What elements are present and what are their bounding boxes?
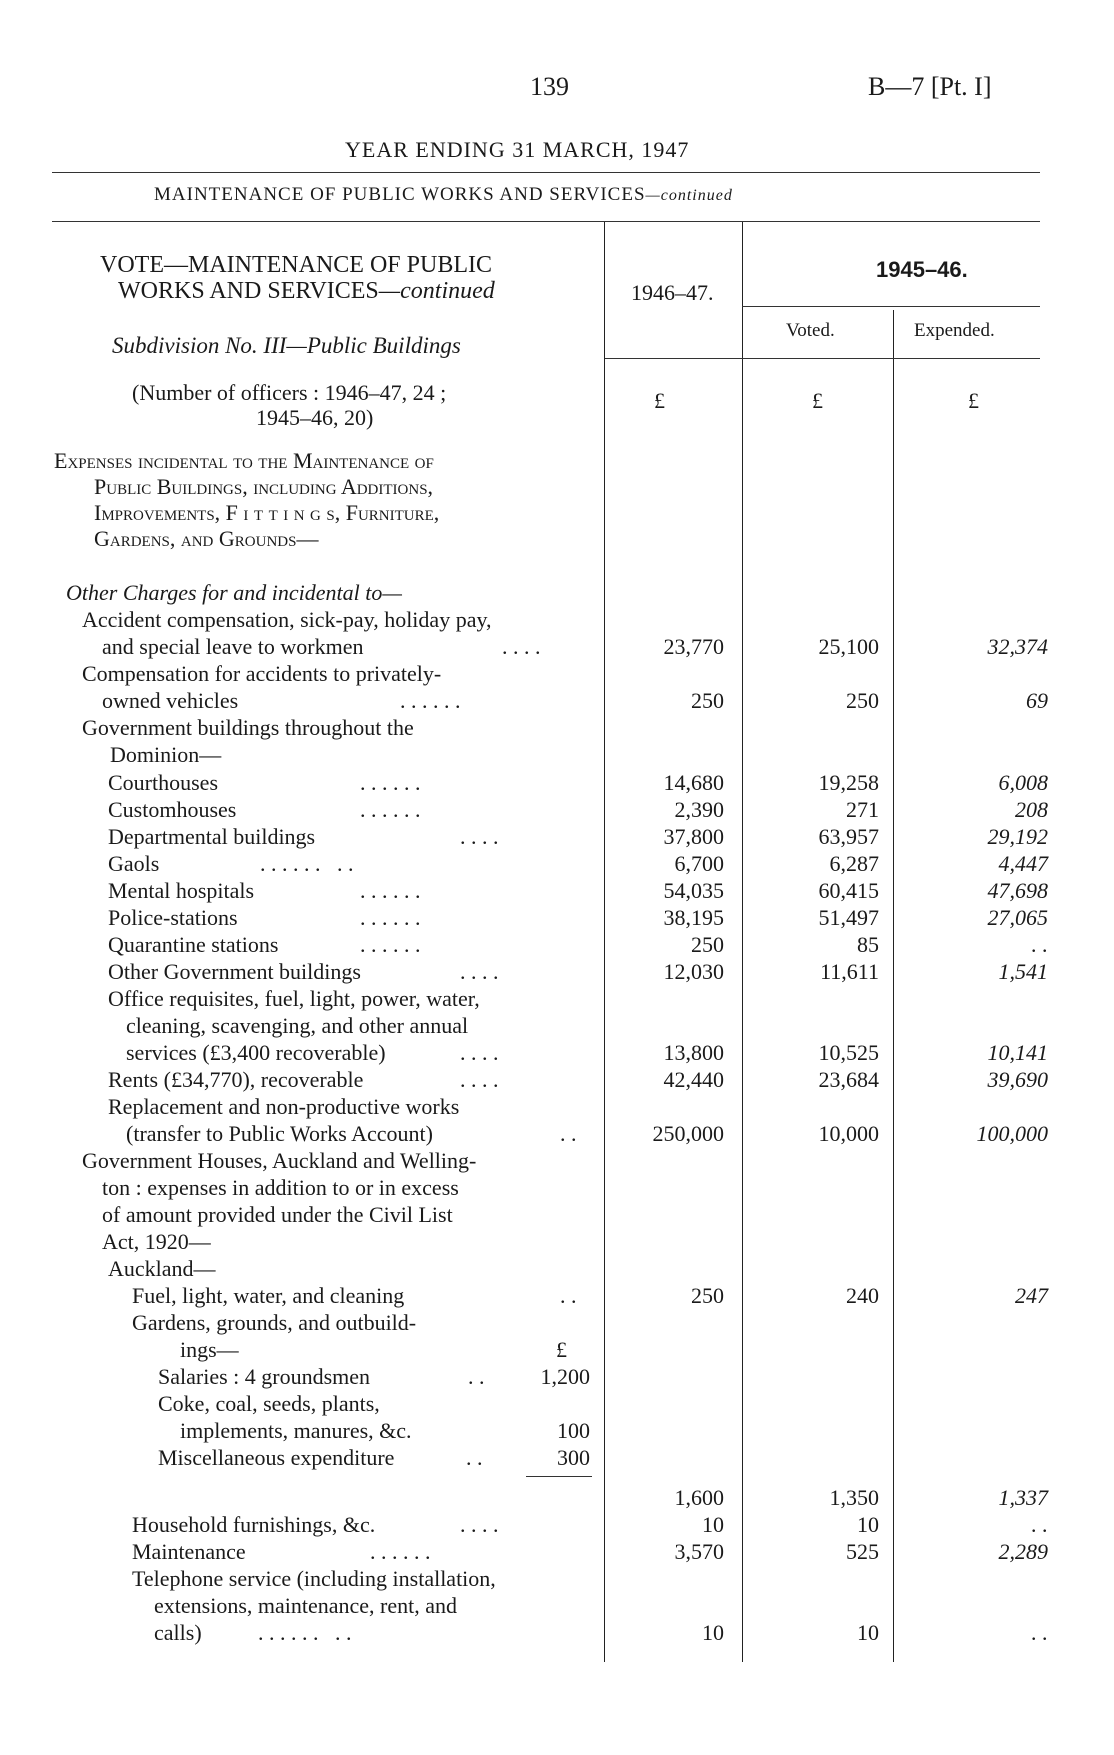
row-replacement-line1: Replacement and non-productive works [108,1094,460,1119]
value-expended: 2,289 [998,1539,1048,1564]
page-number: 139 [530,72,569,101]
row-gardens-line1: Gardens, grounds, and outbuild- [132,1310,417,1335]
value-voted: 271 [846,797,879,822]
row-coke-line1: Coke, coal, seeds, plants, [158,1391,380,1416]
expenses-heading-line4: Gardens, and Grounds— [94,526,319,551]
value-voted: 525 [846,1539,879,1564]
section-heading: MAINTENANCE OF PUBLIC WORKS AND SERVICES—continued [154,184,733,205]
row-departmental-buildings: Departmental buildings [108,824,316,849]
sub-currency: £ [556,1337,567,1362]
currency-expended: £ [968,388,979,413]
row-courthouses: Courthouses [108,770,218,795]
value-1946: 3,570 [674,1539,724,1564]
value-1946: 42,440 [663,1067,724,1092]
value-voted: 1,350 [829,1485,879,1510]
value-1946: 6,700 [674,851,724,876]
value-expended: 39,690 [987,1067,1048,1092]
value-voted: 6,287 [829,851,879,876]
column-header-rule [605,358,1040,359]
row-other-government-buildings: Other Government buildings [108,959,361,984]
value-1946: 54,035 [663,878,724,903]
value-1946: 250 [691,1283,724,1308]
currency-1946: £ [654,388,665,413]
row-government-buildings-line1: Government buildings throughout the [82,715,414,740]
row-salaries: Salaries : 4 groundsmen [158,1364,371,1389]
value-expended: . . [1031,1620,1048,1645]
value-voted: 63,957 [818,824,879,849]
leader-dots: . . . . . . . . [260,851,354,876]
leader-dots: . . . . . . [360,905,421,930]
value-voted: 25,100 [818,634,879,659]
other-charges-heading: Other Charges for and incidental to— [66,580,402,605]
sub-value: 1,200 [540,1364,590,1389]
value-voted: 51,497 [818,905,879,930]
row-government-buildings-line2: Dominion— [110,742,222,767]
value-1946: 14,680 [663,770,724,795]
value-expended: 247 [1015,1283,1048,1308]
row-office-requisites-line2: cleaning, scavenging, and other annual [126,1013,469,1038]
row-vehicles-line2: owned vehicles [102,688,239,713]
leader-dots: . . . . . . [360,797,421,822]
value-expended: 100,000 [976,1121,1048,1146]
row-government-houses-line2: ton : expenses in addition to or in excess [102,1175,459,1200]
leader-dots: . . . . [460,1512,499,1537]
value-1946: 1,600 [674,1485,724,1510]
row-office-requisites-line1: Office requisites, fuel, light, power, water, [108,986,480,1011]
row-customhouses: Customhouses [108,797,237,822]
value-1946: 38,195 [663,905,724,930]
row-accident-compensation-line2: and special leave to workmen [102,634,364,659]
column-rule-right [893,310,894,1662]
leader-dots: . . . . [460,824,499,849]
vote-title-line2: WORKS AND SERVICES—continued [118,278,495,304]
value-1946: 37,800 [663,824,724,849]
leader-dots: . . [466,1445,483,1470]
leader-dots: . . . . . . . . [258,1620,352,1645]
value-voted: 10 [857,1512,879,1537]
section-rule [52,221,1040,222]
row-mental-hospitals: Mental hospitals [108,878,255,903]
value-expended: 27,065 [987,905,1048,930]
leader-dots: . . [560,1283,577,1308]
vote-title-line1: VOTE—MAINTENANCE OF PUBLIC [100,252,492,278]
value-expended: 69 [1026,688,1048,713]
value-1946: 250 [691,688,724,713]
leader-dots: . . . . . . [360,878,421,903]
row-gaols: Gaols [108,851,160,876]
leader-dots: . . . . . . [400,688,461,713]
sub-value: 100 [557,1418,590,1443]
value-voted: 23,684 [818,1067,879,1092]
value-1946: 2,390 [674,797,724,822]
row-telephone-line2: extensions, maintenance, rent, and [154,1593,458,1618]
column-expended: Expended. [914,320,995,341]
value-voted: 19,258 [818,770,879,795]
leader-dots: . . . . . . [360,770,421,795]
value-voted: 10 [857,1620,879,1645]
leader-dots: . . . . [460,1067,499,1092]
row-office-requisites-line3: services (£3,400 recoverable) [126,1040,386,1065]
year-header-rule [742,306,1040,307]
subtotal-rule [526,1476,592,1477]
year-heading: YEAR ENDING 31 MARCH, 1947 [345,137,690,162]
value-expended: 32,374 [987,634,1048,659]
value-1946: 13,800 [663,1040,724,1065]
value-expended: . . [1031,1512,1048,1537]
row-vehicles-line1: Compensation for accidents to privately- [82,661,442,686]
row-maintenance: Maintenance [132,1539,246,1564]
value-voted: 10,000 [818,1121,879,1146]
row-gardens-line2: ings— [180,1337,239,1362]
row-government-houses-line3: of amount provided under the Civil List [102,1202,453,1227]
value-expended: . . [1031,932,1048,957]
subdivision-title: Subdivision No. III—Public Buildings [112,333,461,358]
column-voted: Voted. [786,320,835,341]
row-fuel-light: Fuel, light, water, and cleaning [132,1283,405,1308]
leader-dots: . . [560,1121,577,1146]
leader-dots: . . . . . . [370,1539,431,1564]
row-household-furnishings: Household furnishings, &c. [132,1512,376,1537]
value-voted: 240 [846,1283,879,1308]
currency-voted: £ [812,388,823,413]
row-auckland: Auckland— [108,1256,216,1281]
row-coke-line2: implements, manures, &c. [180,1418,412,1443]
row-rents: Rents (£34,770), recoverable [108,1067,364,1092]
document-reference: B—7 [Pt. I] [868,72,992,101]
column-rule-left [604,222,605,1662]
row-telephone-line1: Telephone service (including installation, [132,1566,496,1591]
value-1946: 250 [691,932,724,957]
value-1946: 10 [702,1620,724,1645]
row-government-houses-line4: Act, 1920— [102,1229,211,1254]
leader-dots: . . . . . . [360,932,421,957]
leader-dots: . . [468,1364,485,1389]
value-voted: 11,611 [820,959,879,984]
value-expended: 1,541 [998,959,1048,984]
expenses-heading-line2: Public Buildings, including Additions, [94,474,434,499]
row-quarantine-stations: Quarantine stations [108,932,279,957]
value-expended: 29,192 [987,824,1048,849]
value-voted: 60,415 [818,878,879,903]
value-voted: 10,525 [818,1040,879,1065]
leader-dots: . . . . [460,1040,499,1065]
expenses-heading-line1: Expenses incidental to the Maintenance of [54,448,434,473]
value-1946: 250,000 [652,1121,724,1146]
value-1946: 10 [702,1512,724,1537]
leader-dots: . . . . [502,634,541,659]
value-expended: 6,008 [998,770,1048,795]
column-1945-46: 1945–46. [876,257,968,282]
officers-note-line2: 1945–46, 20) [256,405,374,430]
row-accident-compensation-line1: Accident compensation, sick-pay, holiday pay, [82,607,492,632]
row-replacement-line2: (transfer to Public Works Account) [126,1121,433,1146]
row-police-stations: Police-stations [108,905,238,930]
value-expended: 1,337 [998,1485,1048,1510]
value-expended: 10,141 [987,1040,1048,1065]
value-1946: 23,770 [663,634,724,659]
sub-value: 300 [557,1445,590,1470]
value-voted: 85 [857,932,879,957]
value-1946: 12,030 [663,959,724,984]
leader-dots: . . . . [460,959,499,984]
row-government-houses-line1: Government Houses, Auckland and Welling- [82,1148,477,1173]
value-expended: 208 [1015,797,1048,822]
row-miscellaneous: Miscellaneous expenditure [158,1445,395,1470]
expenses-heading-line3: Improvements, F i t t i n g s, Furniture, [94,500,440,525]
value-expended: 4,447 [998,851,1048,876]
value-expended: 47,698 [987,878,1048,903]
column-rule-middle [742,222,743,1662]
officers-note-line1: (Number of officers : 1946–47, 24 ; [132,380,447,405]
row-telephone-line3: calls) [154,1620,202,1645]
value-voted: 250 [846,688,879,713]
column-1946-47: 1946–47. [631,280,714,305]
header-rule [52,172,1040,173]
